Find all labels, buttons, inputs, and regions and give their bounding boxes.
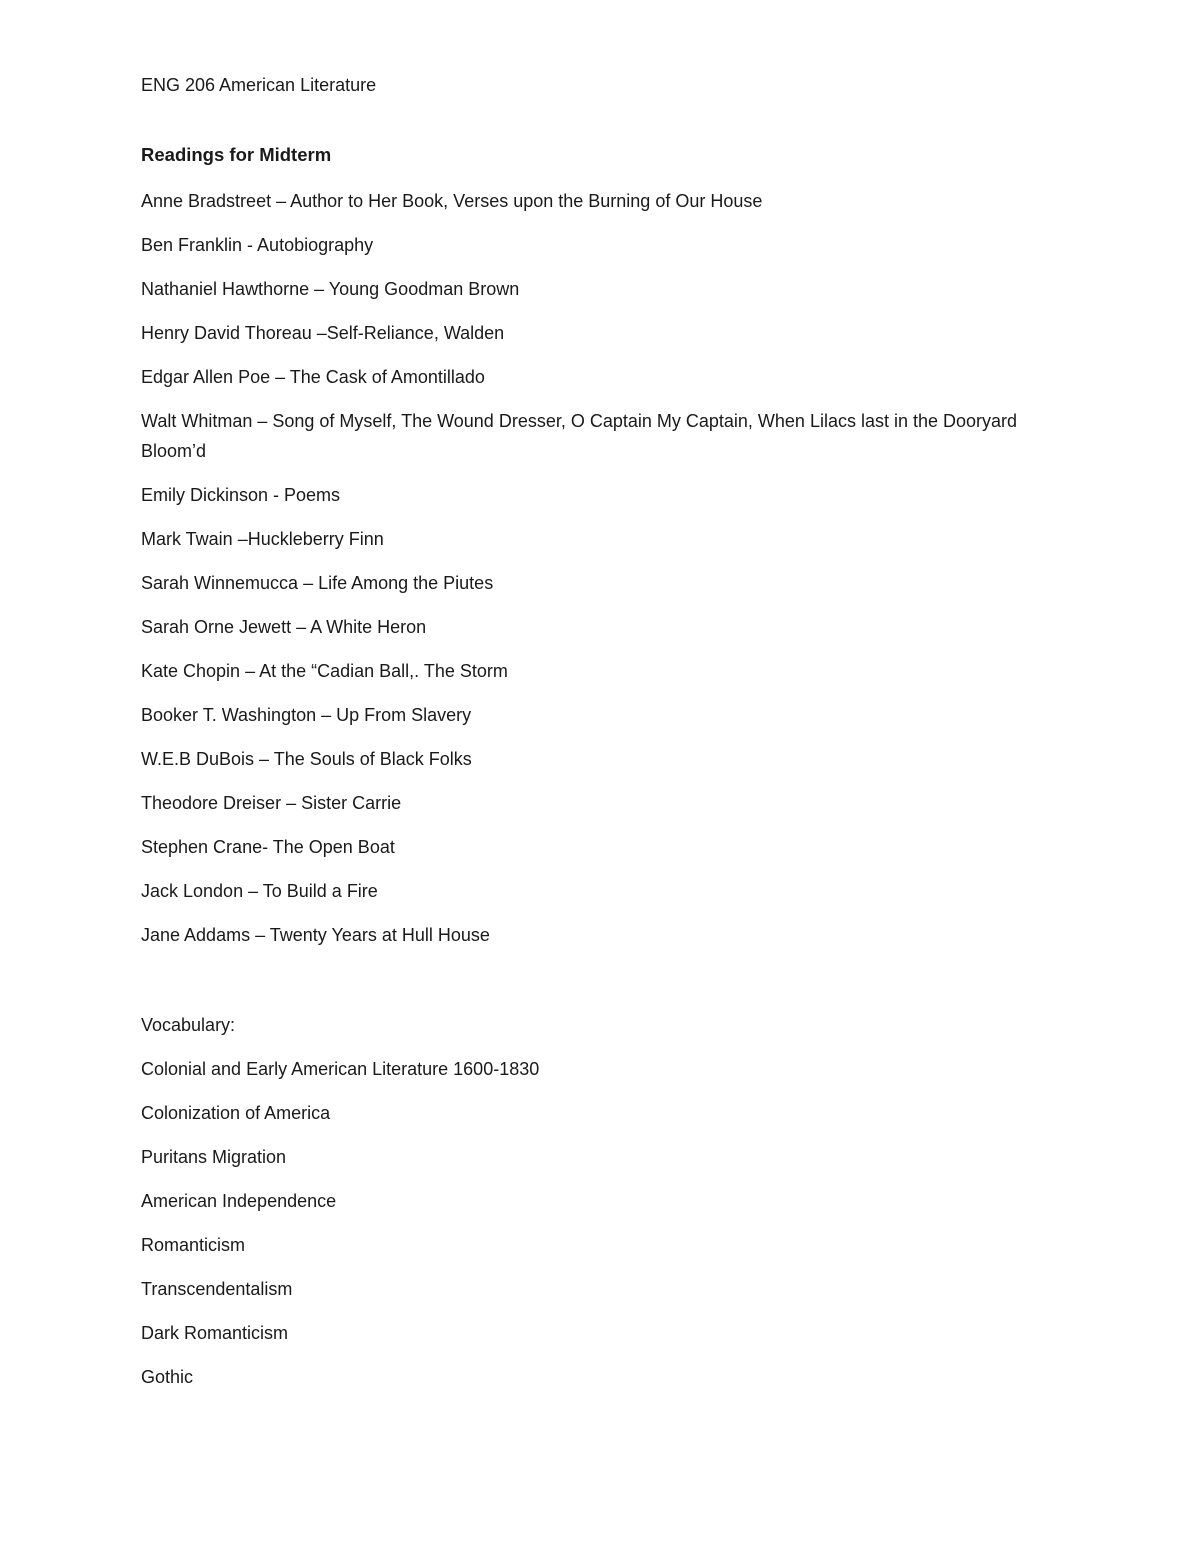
reading-item: Stephen Crane- The Open Boat xyxy=(141,837,395,857)
document-body xyxy=(141,72,1041,1406)
reading-item: Kate Chopin – At the “Cadian Ball,. The Storm xyxy=(141,661,508,681)
reading-item: Theodore Dreiser – Sister Carrie xyxy=(141,793,402,813)
reading-item: Mark Twain –Huckleberry Finn xyxy=(141,529,384,549)
reading-item: Nathaniel Hawthorne – Young Goodman Brown xyxy=(141,279,520,299)
reading-item: Edgar Allen Poe – The Cask of Amontillado xyxy=(141,367,485,387)
reading-item: Henry David Thoreau –Self-Reliance, Walden xyxy=(141,323,505,343)
readings-list xyxy=(141,186,1041,950)
reading-item: Anne Bradstreet – Author to Her Book, Verses upon the Burning of Our House xyxy=(141,191,763,211)
course-title: ENG 206 American Literature xyxy=(141,75,377,95)
reading-item: Ben Franklin - Autobiography xyxy=(141,235,374,255)
vocabulary-list xyxy=(141,1054,1041,1392)
vocabulary-item: Gothic xyxy=(141,1367,194,1387)
reading-item: Jane Addams – Twenty Years at Hull House xyxy=(141,925,490,945)
reading-item: Jack London – To Build a Fire xyxy=(141,881,378,901)
vocabulary-item: Dark Romanticism xyxy=(141,1323,289,1343)
vocabulary-item: Romanticism xyxy=(141,1235,246,1255)
vocabulary-item: Puritans Migration xyxy=(141,1147,287,1167)
reading-item: Sarah Orne Jewett – A White Heron xyxy=(141,617,427,637)
vocabulary-item: Colonization of America xyxy=(141,1103,331,1123)
reading-item: Booker T. Washington – Up From Slavery xyxy=(141,705,472,725)
vocabulary-heading: Vocabulary: xyxy=(141,1015,236,1035)
reading-item: Emily Dickinson - Poems xyxy=(141,485,341,505)
reading-item: Walt Whitman – Song of Myself, The Wound Dresser, O Captain My Captain, When Lilacs last in the Dooryard Bloom’d xyxy=(141,411,1018,461)
readings-heading: Readings for Midterm xyxy=(141,144,332,165)
reading-item: W.E.B DuBois – The Souls of Black Folks xyxy=(141,749,472,769)
reading-item: Sarah Winnemucca – Life Among the Piutes xyxy=(141,573,494,593)
vocabulary-item: Transcendentalism xyxy=(141,1279,293,1299)
vocabulary-item: Colonial and Early American Literature 1600-1830 xyxy=(141,1059,540,1079)
vocabulary-item: American Independence xyxy=(141,1191,337,1211)
